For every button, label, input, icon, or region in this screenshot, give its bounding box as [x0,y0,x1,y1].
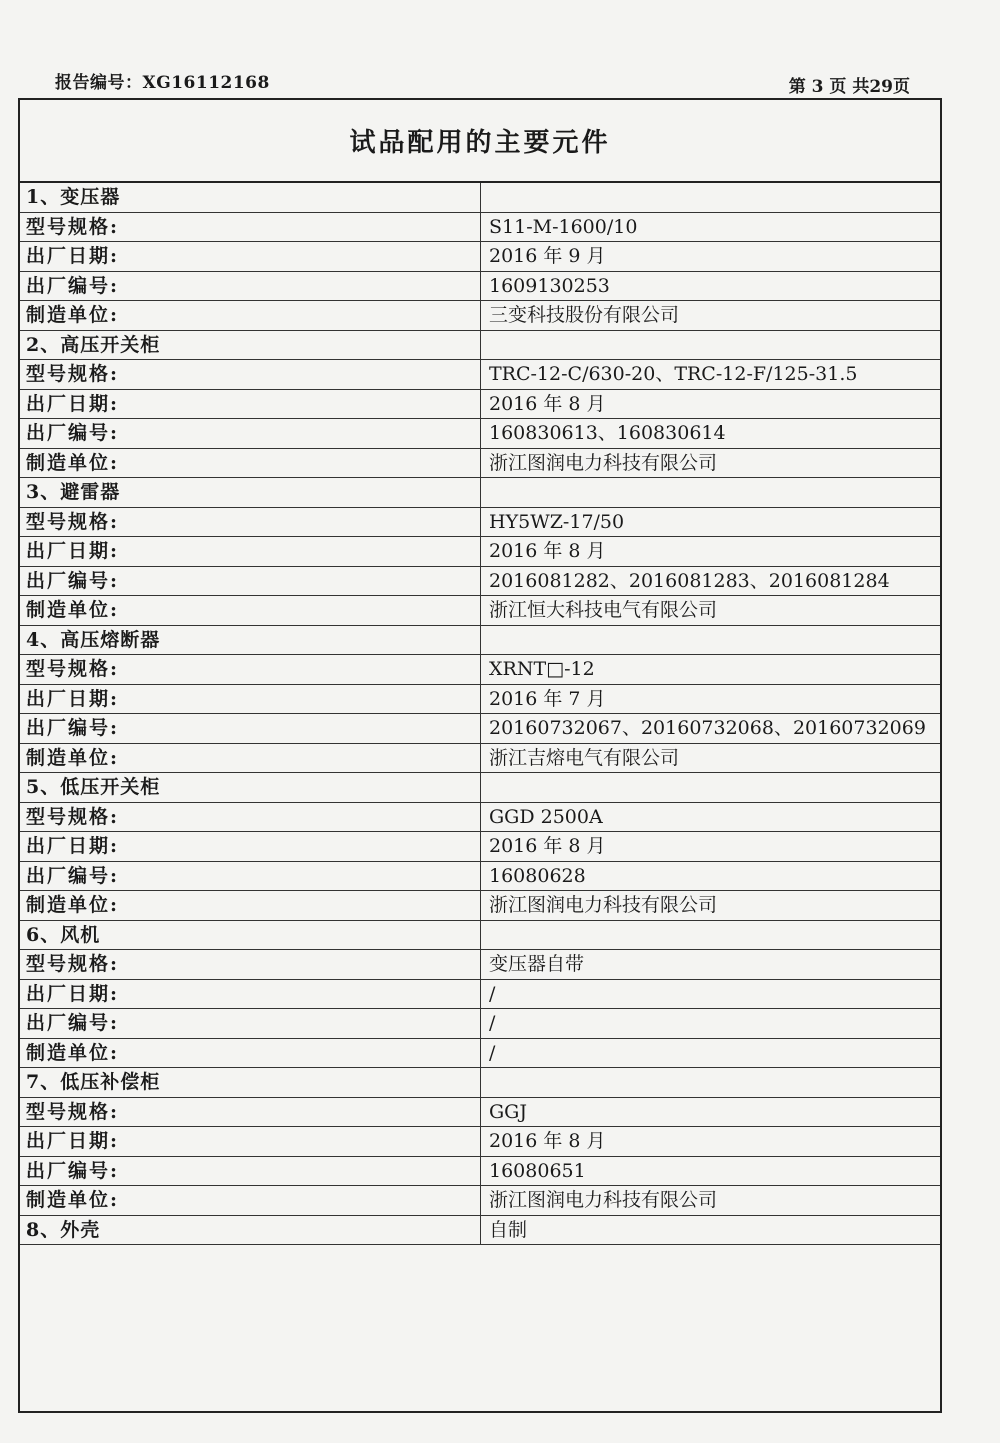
field-label: 出厂编号: [20,861,481,891]
field-row [20,212,940,242]
field-row [20,537,940,567]
section-label: 8、外壳 [20,1215,481,1245]
field-label: 出厂编号: [20,419,481,449]
field-row [20,596,940,626]
field-label: 型号规格: [20,950,481,980]
field-row [20,655,940,685]
field-row [20,1038,940,1068]
field-value: 2016 年 8 月 [481,1127,941,1157]
section-label: 3、避雷器 [20,478,481,508]
field-label: 出厂日期: [20,979,481,1009]
field-row [20,714,940,744]
field-value: / [481,1038,941,1068]
field-label: 出厂日期: [20,242,481,272]
field-label: 型号规格: [20,802,481,832]
field-value: 浙江图润电力科技有限公司 [481,1186,941,1216]
field-label: 出厂日期: [20,389,481,419]
field-row [20,389,940,419]
page-number: 第 3 页 共29页 [788,77,910,97]
section-row [20,1068,940,1098]
field-row [20,566,940,596]
field-row [20,861,940,891]
field-value: 2016 年 7 月 [481,684,941,714]
field-label: 制造单位: [20,596,481,626]
field-value: / [481,1009,941,1039]
field-value: 16080651 [481,1156,941,1186]
field-value: HY5WZ-17/50 [481,507,941,537]
field-label: 制造单位: [20,1186,481,1216]
field-value: 2016 年 8 月 [481,389,941,419]
field-label: 出厂日期: [20,684,481,714]
field-label: 出厂编号: [20,271,481,301]
field-label: 出厂日期: [20,832,481,862]
field-value: 1609130253 [481,271,941,301]
field-label: 出厂日期: [20,537,481,567]
field-value [481,183,941,212]
field-label: 制造单位: [20,891,481,921]
field-value: 变压器自带 [481,950,941,980]
field-label: 型号规格: [20,360,481,390]
field-row [20,684,940,714]
form-title: 试品配用的主要元件 [349,128,611,158]
field-row [20,448,940,478]
field-row [20,950,940,980]
field-value: / [481,979,941,1009]
section-label: 2、高压开关柜 [20,330,481,360]
field-value: S11-M-1600/10 [481,212,941,242]
field-label: 出厂日期: [20,1127,481,1157]
field-row [20,743,940,773]
components-table-body [20,183,940,1245]
field-value: 2016 年 9 月 [481,242,941,272]
field-row [20,360,940,390]
field-value [481,478,941,508]
field-label: 出厂编号: [20,1009,481,1039]
report-number: 报告编号：XG16112168 [55,73,270,93]
field-label: 型号规格: [20,507,481,537]
field-value: 自制 [481,1215,941,1245]
field-row [20,242,940,272]
components-table [20,183,940,1245]
section-row [20,1215,940,1245]
field-value: 浙江图润电力科技有限公司 [481,448,941,478]
field-value: 20160732067、20160732068、20160732069 [481,714,941,744]
field-value: 2016 年 8 月 [481,832,941,862]
field-label: 出厂编号: [20,566,481,596]
field-value: 2016081282、2016081283、2016081284 [481,566,941,596]
section-label: 6、风机 [20,920,481,950]
field-label: 制造单位: [20,743,481,773]
field-label: 制造单位: [20,448,481,478]
field-label: 制造单位: [20,301,481,331]
section-label: 5、低压开关柜 [20,773,481,803]
field-value [481,1068,941,1098]
page-header [0,0,1000,100]
field-label: 型号规格: [20,1097,481,1127]
field-row [20,1127,940,1157]
section-row [20,330,940,360]
field-value: TRC-12-C/630-20、TRC-12-F/125-31.5 [481,360,941,390]
field-row [20,832,940,862]
field-value: GGD 2500A [481,802,941,832]
field-value [481,625,941,655]
field-label: 型号规格: [20,212,481,242]
field-row [20,979,940,1009]
field-row [20,1156,940,1186]
field-row [20,271,940,301]
field-row [20,1186,940,1216]
field-value: XRNT□-12 [481,655,941,685]
section-row [20,920,940,950]
field-value: 16080628 [481,861,941,891]
section-label: 1、变压器 [20,183,481,212]
field-value: GGJ [481,1097,941,1127]
field-value: 三变科技股份有限公司 [481,301,941,331]
field-label: 出厂编号: [20,714,481,744]
field-row [20,419,940,449]
form-title-row [20,100,940,183]
field-value: 160830613、160830614 [481,419,941,449]
field-row [20,301,940,331]
field-value [481,773,941,803]
field-row [20,802,940,832]
field-label: 出厂编号: [20,1156,481,1186]
section-label: 7、低压补偿柜 [20,1068,481,1098]
field-label: 制造单位: [20,1038,481,1068]
field-value: 浙江吉熔电气有限公司 [481,743,941,773]
field-row [20,1097,940,1127]
section-row [20,478,940,508]
components-form [18,98,942,1413]
field-value: 浙江图润电力科技有限公司 [481,891,941,921]
field-value: 2016 年 8 月 [481,537,941,567]
field-label: 型号规格: [20,655,481,685]
field-row [20,1009,940,1039]
section-row [20,625,940,655]
section-row [20,773,940,803]
field-row [20,507,940,537]
field-value [481,330,941,360]
field-value: 浙江恒大科技电气有限公司 [481,596,941,626]
field-row [20,891,940,921]
section-label: 4、高压熔断器 [20,625,481,655]
field-value [481,920,941,950]
section-row [20,183,940,212]
